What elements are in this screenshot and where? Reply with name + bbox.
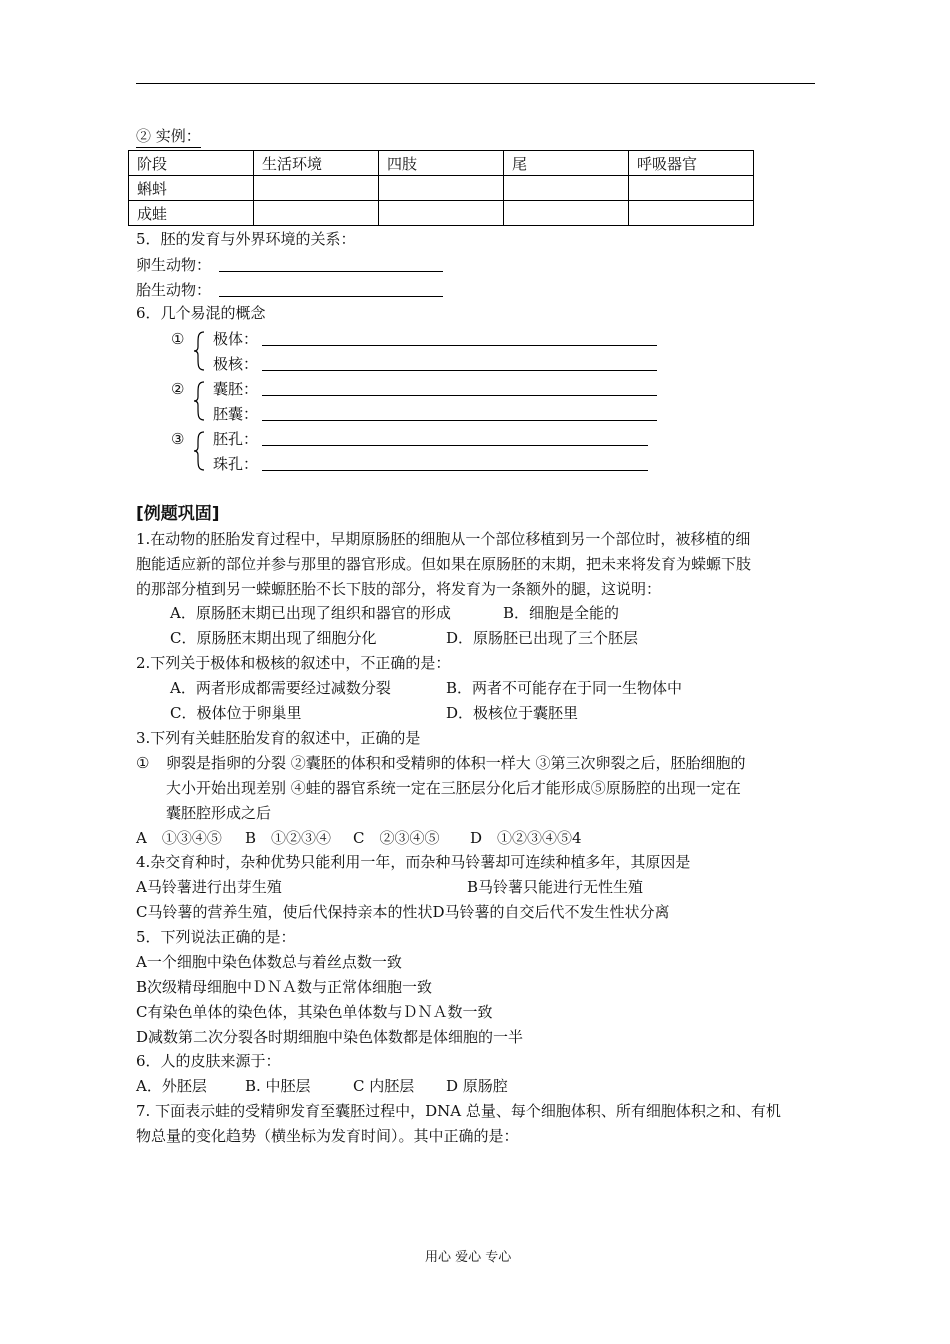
option-a[interactable]: A．原肠胚末期已出现了组织和器官的形成: [170, 604, 451, 622]
option-a[interactable]: A．外胚层: [136, 1077, 207, 1095]
concept-term: 胚孔：: [213, 430, 259, 448]
viviparous-label: 胎生动物：: [136, 281, 212, 299]
option-c[interactable]: C有染色单体的染色体，其染色单体数与ＤＮＡ数一致: [136, 1003, 493, 1021]
brace-icon: [193, 381, 205, 421]
answer-blank[interactable]: [219, 296, 443, 297]
table-cell: 阶段: [129, 151, 254, 176]
concept-term: 珠孔：: [213, 455, 259, 473]
table-cell-blank[interactable]: [254, 201, 379, 226]
development-table: [128, 150, 754, 226]
table-cell: 四肢: [379, 151, 504, 176]
option-b[interactable]: B. 中胚层: [245, 1077, 311, 1095]
question-text: 3.下列有关蛙胚胎发育的叙述中，正确的是: [136, 729, 421, 747]
option-cd[interactable]: C马铃薯的营养生殖，使后代保持亲本的性状D马铃薯的自交后代不发生性状分离: [136, 903, 670, 921]
table-row: [129, 176, 754, 201]
option-b[interactable]: B．细胞是全能的: [503, 604, 620, 622]
option-b[interactable]: B马铃薯只能进行无性生殖: [467, 878, 644, 896]
answer-blank[interactable]: [262, 445, 648, 446]
header-rule: [136, 83, 815, 84]
q6-heading: 6．几个易混的概念: [136, 304, 266, 322]
table-cell: 呼吸器官: [629, 151, 754, 176]
option-c[interactable]: C ②③④⑤: [353, 829, 440, 847]
q5-heading: 5．胚的发育与外界环境的关系：: [136, 230, 356, 248]
answer-blank[interactable]: [262, 470, 648, 471]
answer-blank[interactable]: [262, 395, 657, 396]
option-c[interactable]: C．极体位于卵巢里: [170, 704, 302, 722]
group-marker: ②: [171, 380, 185, 398]
question-text: 4.杂交育种时，杂种优势只能利用一年，而杂种马铃薯却可连续种植多年，其原因是: [136, 853, 691, 871]
answer-blank[interactable]: [262, 345, 657, 346]
option-a[interactable]: A一个细胞中染色体数总与着丝点数一致: [136, 953, 402, 971]
concept-term: 极核：: [213, 355, 259, 373]
question-text: 胞能适应新的部位并参与那里的器官形成。但如果在原肠胚的末期，把未来将发育为蝾螈下肢: [136, 555, 752, 573]
option-c[interactable]: C．原肠胚末期出现了细胞分化: [170, 629, 377, 647]
question-text: 大小开始出现差别 ④蛙的器官系统一定在三胚层分化后才能形成⑤原肠腔的出现一定在: [166, 779, 741, 797]
option-d[interactable]: D ①②③④⑤4: [470, 829, 582, 847]
concept-term: 胚囊：: [213, 405, 259, 423]
section-heading: [例题巩固]: [136, 504, 220, 524]
table-cell-blank[interactable]: [629, 176, 754, 201]
table-row: [129, 201, 754, 226]
page-footer: 用心 爱心 专心: [425, 1250, 512, 1265]
option-b[interactable]: B．两者不可能存在于同一生物体中: [446, 679, 683, 697]
brace-icon: [193, 331, 205, 371]
option-d[interactable]: D．极核位于囊胚里: [446, 704, 579, 722]
question-text: 囊胚腔形成之后: [166, 804, 272, 822]
option-c[interactable]: C 内胚层: [353, 1077, 415, 1095]
table-cell-blank[interactable]: [254, 176, 379, 201]
brace-icon: [193, 431, 205, 471]
option-b[interactable]: B次级精母细胞中ＤＮＡ数与正常体细胞一致: [136, 978, 433, 996]
group-marker: ③: [171, 430, 185, 448]
option-d[interactable]: D 原肠腔: [446, 1077, 508, 1095]
option-d[interactable]: D．原肠胚已出现了三个胚层: [446, 629, 639, 647]
concept-term: 极体：: [213, 330, 259, 348]
question-text: 5．下列说法正确的是：: [136, 928, 296, 946]
question-text: 的那部分植到另一蝾螈胚胎不长下肢的部分，将发育为一条额外的腿，这说明：: [136, 580, 662, 598]
question-text: 卵裂是指卵的分裂 ②囊胚的体积和受精卵的体积一样大 ③第三次卵裂之后，胚胎细胞的: [166, 754, 746, 772]
section-label: ② 实例：: [136, 126, 201, 148]
table-cell-blank[interactable]: [504, 176, 629, 201]
table-cell-blank[interactable]: [379, 201, 504, 226]
option-a[interactable]: A马铃薯进行出芽生殖: [136, 878, 282, 896]
option-d[interactable]: D减数第二次分裂各时期细胞中染色体数都是体细胞的一半: [136, 1028, 524, 1046]
statement-marker: ①: [136, 754, 150, 772]
table-cell: 蝌蚪: [129, 176, 254, 201]
oviparous-label: 卵生动物：: [136, 256, 212, 274]
question-text: 物总量的变化趋势（横坐标为发育时间）。其中正确的是：: [136, 1127, 519, 1145]
answer-blank[interactable]: [262, 370, 657, 371]
table-cell-blank[interactable]: [629, 201, 754, 226]
table-cell-blank[interactable]: [379, 176, 504, 201]
question-text: 6．人的皮肤来源于：: [136, 1052, 281, 1070]
table-cell: 生活环境: [254, 151, 379, 176]
table-cell: 成蛙: [129, 201, 254, 226]
option-a[interactable]: A ①③④⑤: [136, 829, 222, 847]
table-cell-blank[interactable]: [504, 201, 629, 226]
question-text: 7. 下面表示蛙的受精卵发育至囊胚过程中，DNA 总量、每个细胞体积、所有细胞体积之和、有机: [136, 1102, 781, 1120]
group-marker: ①: [171, 330, 185, 348]
concept-term: 囊胚：: [213, 380, 259, 398]
question-text: 2.下列关于极体和极核的叙述中，不正确的是：: [136, 654, 451, 672]
question-text: 1.在动物的胚胎发育过程中，早期原肠胚的细胞从一个部位移植到另一个部位时，被移植的细: [136, 530, 751, 548]
table-header-row: [129, 151, 754, 176]
table-cell: 尾: [504, 151, 629, 176]
option-a[interactable]: A．两者形成都需要经过减数分裂: [170, 679, 391, 697]
answer-blank[interactable]: [219, 271, 443, 272]
answer-blank[interactable]: [262, 420, 657, 421]
option-b[interactable]: B ①②③④: [245, 829, 332, 847]
